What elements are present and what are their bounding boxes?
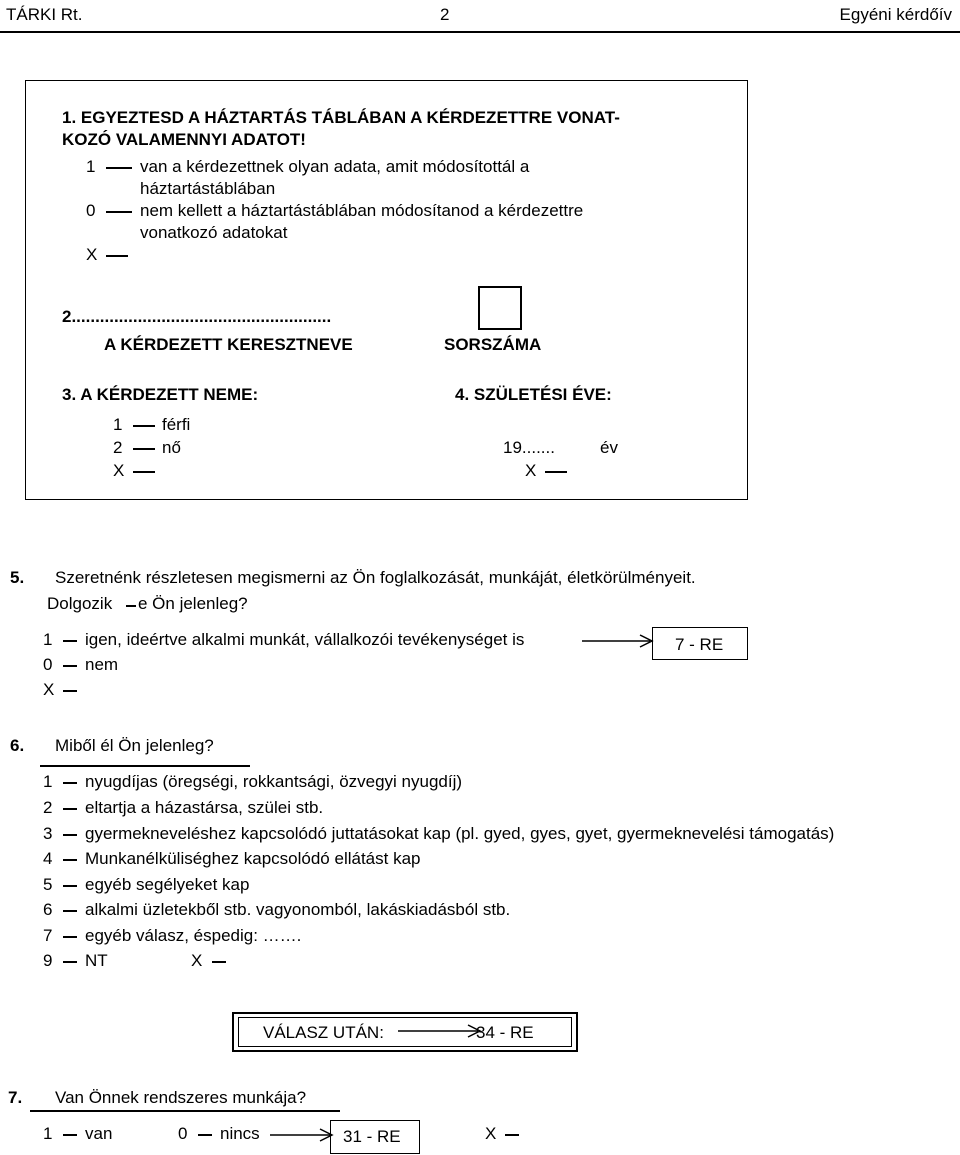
q6-opt-text: egyéb válasz, éspedig: ……. <box>85 926 302 945</box>
q2-name-line: 2....................................................... <box>62 307 332 326</box>
dash <box>63 690 77 692</box>
arrow-right-icon <box>398 1024 482 1038</box>
dash <box>63 808 77 810</box>
arrow-right-icon <box>270 1128 334 1142</box>
q7-number: 7. <box>8 1088 23 1107</box>
q7-underline <box>30 1110 340 1112</box>
q4-year: 19....... <box>503 438 555 457</box>
header-rule <box>0 31 960 33</box>
dash <box>106 255 128 257</box>
header-org: TÁRKI Rt. <box>6 5 83 24</box>
dash <box>106 167 132 169</box>
dash <box>63 961 77 963</box>
q5-question-b: e Ön jelenleg? <box>138 594 248 613</box>
q6-opt-text: nyugdíjas (öregségi, rokkantsági, özvegyi nyugdíj) <box>85 772 463 791</box>
q6-opt-code: 6 <box>43 900 53 919</box>
q6-opt-text: Munkanélküliséghez kapcsolódó ellátást kap <box>85 849 421 868</box>
dash <box>63 885 77 887</box>
after-answer-label: VÁLASZ UTÁN: <box>263 1023 384 1042</box>
q6-opt-text: NT <box>85 951 108 970</box>
q1-opt1-code: 1 <box>86 157 96 176</box>
dash <box>133 425 155 427</box>
q5-question-a: Dolgozik <box>47 594 113 613</box>
q4-year-unit: év <box>600 438 618 457</box>
q7-question: Van Önnek rendszeres munkája? <box>55 1088 307 1107</box>
q3-optx-code: X <box>113 461 125 480</box>
q5-optx-code: X <box>43 680 55 699</box>
dash <box>106 211 132 213</box>
q1-opt0-code: 0 <box>86 201 96 220</box>
q7-opt1-text: van <box>85 1124 113 1143</box>
dash <box>126 605 136 607</box>
q4-title: 4. SZÜLETÉSI ÉVE: <box>455 385 612 404</box>
dash <box>63 859 77 861</box>
dash <box>133 448 155 450</box>
q6-opt-code: 5 <box>43 875 53 894</box>
q3-opt1-code: 1 <box>113 415 123 434</box>
q6-opt-text: gyermekneveléshez kapcsolódó juttatásokat kap (pl. gyed, gyes, gyet, gyermeknevelési támogatás) <box>85 824 835 843</box>
q6-opt-code: 2 <box>43 798 53 817</box>
q1-title-line1: 1. EGYEZTESD A HÁZTARTÁS TÁBLÁBAN A KÉRDEZETTRE VONAT- <box>62 108 620 127</box>
q5-number: 5. <box>10 568 25 587</box>
q6-opt-code: 1 <box>43 772 53 791</box>
serial-number-box[interactable] <box>478 286 522 330</box>
dash <box>63 1134 77 1136</box>
q6-optx-code: X <box>191 951 203 970</box>
after-answer-jump: 34 - RE <box>476 1023 534 1042</box>
q6-question: Miből él Ön jelenleg? <box>55 736 214 755</box>
dash <box>63 640 77 642</box>
q5-opt0-code: 0 <box>43 655 53 674</box>
q6-underline <box>40 765 250 767</box>
q1-opt1-text2: háztartástáblában <box>140 179 276 198</box>
q6-opt-code: 7 <box>43 926 53 945</box>
dash <box>133 471 155 473</box>
q3-title: 3. A KÉRDEZETT NEME: <box>62 385 259 404</box>
q1-opt0-text2: vonatkozó adatokat <box>140 223 288 242</box>
q6-opt-code: 3 <box>43 824 53 843</box>
q6-number: 6. <box>10 736 25 755</box>
dash <box>63 936 77 938</box>
q5-opt0-text: nem <box>85 655 119 674</box>
header-doc-title: Egyéni kérdőív <box>839 5 952 24</box>
arrow-right-icon <box>582 634 654 648</box>
dash <box>63 910 77 912</box>
q7-jump-label: 31 - RE <box>343 1127 401 1146</box>
header-page-number: 2 <box>440 5 450 24</box>
q3-opt1-text: férfi <box>162 415 191 434</box>
q1-opt0-text1: nem kellett a háztartástáblában módosítanod a kérdezettre <box>140 201 584 220</box>
dash <box>63 665 77 667</box>
q6-opt-text: eltartja a házastársa, szülei stb. <box>85 798 324 817</box>
q5-opt1-text: igen, ideértve alkalmi munkát, vállalkozói tevékenységet is <box>85 630 525 649</box>
q7-opt1-code: 1 <box>43 1124 53 1143</box>
q7-opt0-text: nincs <box>220 1124 260 1143</box>
q6-opt-text: alkalmi üzletekből stb. vagyonomból, lakáskiadásból stb. <box>85 900 511 919</box>
q7-optx-code: X <box>485 1124 497 1143</box>
q6-opt-code: 4 <box>43 849 53 868</box>
q5-jump-label: 7 - RE <box>675 635 724 654</box>
dash <box>63 834 77 836</box>
q2-serial-label: SORSZÁMA <box>444 335 542 354</box>
q4-optx-code: X <box>525 461 537 480</box>
q5-intro: Szeretnénk részletesen megismerni az Ön foglalkozását, munkáját, életkörülményeit. <box>55 568 696 587</box>
dash <box>505 1134 519 1136</box>
q5-opt1-code: 1 <box>43 630 53 649</box>
q3-opt2-code: 2 <box>113 438 123 457</box>
q1-optx-code: X <box>86 245 98 264</box>
q1-title-line2: KOZÓ VALAMENNYI ADATOT! <box>62 130 306 149</box>
dash <box>545 471 567 473</box>
dash <box>63 782 77 784</box>
q7-opt0-code: 0 <box>178 1124 188 1143</box>
q6-opt-text: egyéb segélyeket kap <box>85 875 250 894</box>
dash <box>212 961 226 963</box>
q6-opt-code: 9 <box>43 951 53 970</box>
dash <box>198 1134 212 1136</box>
q3-opt2-text: nő <box>162 438 181 457</box>
q1-opt1-text1: van a kérdezettnek olyan adata, amit módosítottál a <box>140 157 530 176</box>
q2-name-label: A KÉRDEZETT KERESZTNEVE <box>104 335 353 354</box>
